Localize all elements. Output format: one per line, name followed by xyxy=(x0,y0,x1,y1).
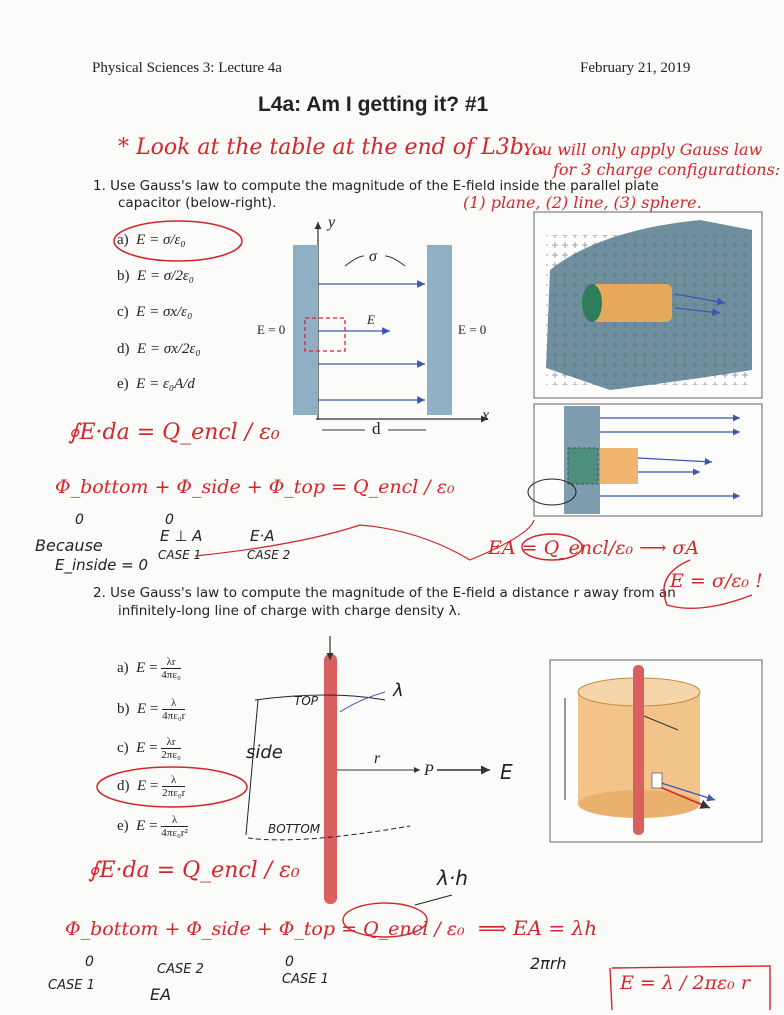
question-1-text: capacitor (below-right). xyxy=(118,195,277,211)
q2-option-a: a) E = $\frac{\lambda r}{\text{4πε₀}}$ xyxy=(117,656,181,681)
r-label: r xyxy=(374,750,381,767)
lambda-label: λ xyxy=(393,680,404,701)
question-2-text: 2. Use Gauss's law to compute the magnitude of the E-field a distance r away from an xyxy=(93,585,676,601)
capacitor-diagram xyxy=(293,222,488,430)
cylinder-figure xyxy=(550,660,762,842)
answer-circle xyxy=(114,221,242,261)
result-handwritten: EA = Q_encl/ε₀ ⟶ σA xyxy=(488,537,700,559)
field-e-label: E xyxy=(367,312,375,327)
result-handwritten: ⟹ EA = λh xyxy=(478,916,598,940)
handwritten-note-right: (1) plane, (2) line, (3) sphere. xyxy=(463,193,702,212)
page-title: L4a: Am I getting it? #1 xyxy=(258,93,489,116)
question-1-text: 1. Use Gauss's law to compute the magnitude of the E-field inside the parallel plate xyxy=(93,178,659,194)
case-1-handwritten: CASE 1 xyxy=(158,548,202,562)
axis-x-label: x xyxy=(482,407,490,424)
q1-option-a: a) E = σ/ε₀ xyxy=(117,232,186,248)
e-perp-a-handwritten: E ⊥ A xyxy=(160,527,203,545)
sigma-label: σ xyxy=(369,248,377,265)
flux-sum-handwritten: Φ_bottom + Φ_side + Φ_top = Q_encl / ε₀ xyxy=(65,918,465,940)
gauss-law-handwritten: ∮E·da = Q_encl / ε₀ xyxy=(88,858,300,883)
answer-handwritten: E = σ/ε₀ ! xyxy=(670,570,763,592)
q2-option-c: c) E = $\frac{\lambda r}{\text{2πε₀}}$ xyxy=(117,736,181,761)
q2-option-d: d) E = $\frac{\lambda}{\text{2πε₀r}}$ xyxy=(117,774,186,799)
plane-figure xyxy=(528,212,762,516)
distance-d-label: d xyxy=(372,419,381,438)
q1-option-e: e) E = ε₀A/d xyxy=(117,376,195,392)
two-pi-r-h-handwritten: 2πrh xyxy=(530,954,567,973)
zero-handwritten: 0 xyxy=(285,954,294,970)
course-title: Physical Sciences 3: Lecture 4a xyxy=(92,60,282,76)
zero-handwritten: 0 xyxy=(85,954,94,970)
q1-option-d: d) E = σx/2ε₀ xyxy=(117,341,201,357)
top-label: TOP xyxy=(294,694,319,708)
case-1-handwritten: CASE 1 xyxy=(48,978,95,993)
q1-option-b: b) E = σ/2ε₀ xyxy=(117,268,194,284)
line-charge-sketch xyxy=(246,636,490,904)
q1-option-c: c) E = σx/ε₀ xyxy=(117,304,193,320)
handwritten-note: * Look at the table at the end of L3b... xyxy=(118,135,545,160)
axis-y-label: y xyxy=(328,214,336,231)
e-zero-left: E = 0 xyxy=(257,322,286,337)
point-p-label: P xyxy=(424,762,434,779)
zero-handwritten: 0 xyxy=(165,512,174,528)
lecture-date: February 21, 2019 xyxy=(580,60,691,76)
case-2-handwritten: CASE 2 xyxy=(157,962,204,977)
handwritten-note-right: for 3 charge configurations: xyxy=(553,160,781,179)
side-label: side xyxy=(246,742,283,763)
q2-option-b: b) E = $\frac{\lambda}{\text{4πε₀r}}$ xyxy=(117,697,186,722)
handwritten-note-right: You will only apply Gauss law xyxy=(523,140,763,159)
bottom-label: BOTTOM xyxy=(268,822,321,836)
lambda-h-label: λ·h xyxy=(437,866,468,890)
answer-circle xyxy=(97,767,247,807)
e-zero-right: E = 0 xyxy=(458,322,487,337)
zero-handwritten: 0 xyxy=(75,512,84,528)
flux-sum-handwritten: Φ_bottom + Φ_side + Φ_top = Q_encl / ε₀ xyxy=(55,476,455,498)
ea-handwritten: EA xyxy=(150,985,172,1004)
e-inside-handwritten: E_inside = 0 xyxy=(55,556,149,574)
case-1-handwritten: CASE 1 xyxy=(282,972,329,987)
question-2-text: infinitely-long line of charge with charge density λ. xyxy=(118,603,461,619)
gauss-law-handwritten: ∮E·da = Q_encl / ε₀ xyxy=(68,420,280,445)
e-label: E xyxy=(500,760,513,784)
because-handwritten: Because xyxy=(35,536,103,555)
answer-handwritten: E = λ / 2πε₀ r xyxy=(620,972,750,994)
e-dot-a-handwritten: E·A xyxy=(250,527,275,545)
case-2-handwritten: CASE 2 xyxy=(247,548,291,562)
q2-option-e: e) E = $\frac{\lambda}{\text{4πε₀r²}}$ xyxy=(117,814,188,839)
